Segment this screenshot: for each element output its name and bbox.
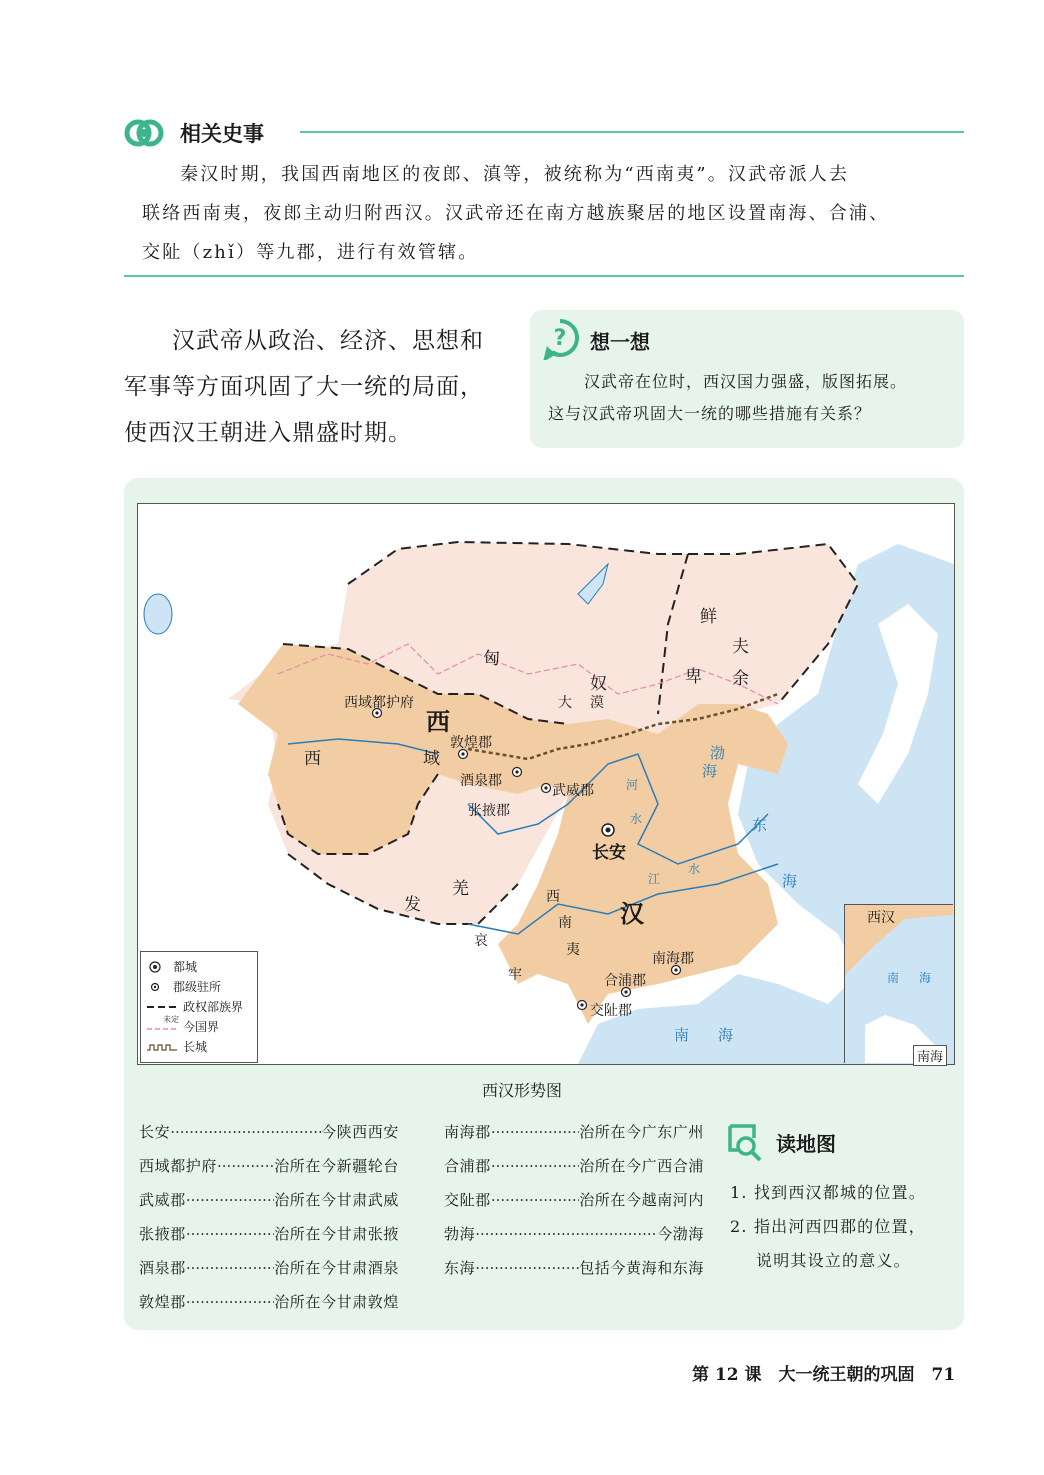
label-damo-2: 漠 bbox=[590, 695, 604, 711]
related-history-title: 相关史事 bbox=[180, 122, 264, 146]
glossary-row: 合浦郡 ····· 治所在今广西合浦 bbox=[444, 1149, 704, 1183]
related-history-body bbox=[142, 155, 964, 272]
label-jiang-1: 江 bbox=[648, 872, 661, 886]
label-xinan-3: 夷 bbox=[566, 942, 580, 958]
magnifier-icon bbox=[724, 1120, 764, 1164]
legend-great-wall: 长城 bbox=[147, 1038, 207, 1055]
label-fa: 发 bbox=[404, 895, 421, 915]
glossary-row: 武威郡 ····· 治所在今甘肃武威 bbox=[139, 1183, 399, 1217]
label-xiyu-duhufu: 西域都护府 bbox=[344, 695, 414, 711]
glossary-row: 东海 ····· 包括今黄海和东海 bbox=[444, 1251, 704, 1285]
main-line-1: 汉武帝从政治、经济、思想和 bbox=[172, 328, 484, 354]
label-he-1: 河 bbox=[626, 778, 639, 792]
legend-commandery: 郡级驻所 bbox=[147, 978, 221, 995]
label-nanhai-jun: 南海郡 bbox=[652, 951, 694, 967]
label-donghai-2: 海 bbox=[782, 872, 798, 890]
label-zhangye: 张掖郡 bbox=[468, 803, 510, 819]
wuwei-marker bbox=[540, 782, 552, 794]
label-nanhai-2: 海 bbox=[718, 1026, 734, 1044]
glossary-left bbox=[139, 1115, 399, 1319]
japan-land bbox=[858, 604, 938, 804]
read-map-item-2-cont: 说明其设立的意义。 bbox=[756, 1251, 911, 1270]
label-damo-1: 大 bbox=[558, 695, 572, 711]
label-xiongnu-2: 奴 bbox=[590, 674, 607, 694]
label-xianbei-2: 卑 bbox=[685, 667, 702, 687]
question-icon bbox=[540, 318, 580, 360]
label-jiang-2: 水 bbox=[688, 862, 701, 876]
label-wuwei: 武威郡 bbox=[552, 783, 594, 799]
think-body bbox=[548, 366, 956, 430]
related-line-3: 交阯（zhǐ）等九郡，进行有效管辖。 bbox=[142, 242, 479, 263]
glossary-row: 西域都护府 ····· 治所在今新疆轮台 bbox=[139, 1149, 399, 1183]
label-hepu: 合浦郡 bbox=[604, 973, 646, 989]
label-xinan-1: 西 bbox=[546, 889, 560, 905]
section-divider-bottom bbox=[124, 275, 964, 277]
read-map-title: 读地图 bbox=[776, 1132, 836, 1156]
label-he-2: 水 bbox=[630, 812, 643, 826]
map-caption: 西汉形势图 bbox=[481, 1081, 562, 1100]
label-ailao-2: 牢 bbox=[508, 967, 522, 983]
think-title: 想一想 bbox=[590, 330, 650, 354]
label-xiongnu-1: 匈 bbox=[483, 649, 500, 669]
label-han: 汉 bbox=[620, 900, 644, 928]
glossary-row: 交阯郡 ····· 治所在今越南河内 bbox=[444, 1183, 704, 1217]
read-map-list bbox=[730, 1176, 960, 1278]
main-line-3: 使西汉王朝进入鼎盛时期。 bbox=[124, 420, 412, 446]
label-xianbei-1: 鲜 bbox=[700, 607, 717, 627]
glossary-row: 勃海 ····· 今渤海 bbox=[444, 1217, 704, 1251]
label-jiaozhi: 交阯郡 bbox=[590, 1003, 632, 1019]
svg-text:?: ? bbox=[553, 326, 567, 351]
glossary-row: 酒泉郡 ····· 治所在今甘肃酒泉 bbox=[139, 1251, 399, 1285]
south-china-sea-inset bbox=[844, 904, 953, 1063]
label-bohai-2: 海 bbox=[702, 762, 718, 780]
related-line-1: 秦汉时期，我国西南地区的夜郎、滇等，被统称为“西南夷”。汉武帝派人去 bbox=[180, 164, 850, 185]
aral-sea bbox=[144, 594, 172, 634]
glossary-row: 南海郡 ····· 治所在今广东广州 bbox=[444, 1115, 704, 1149]
glossary-row: 张掖郡 ····· 治所在今甘肃张掖 bbox=[139, 1217, 399, 1251]
read-map-item-2: 2. 指出河西四郡的位置， bbox=[730, 1217, 926, 1236]
related-line-2: 联络西南夷，夜郎主动归附西汉。汉武帝还在南方越族聚居的地区设置南海、合浦、 bbox=[142, 203, 890, 224]
glossary-row: 敦煌郡 ····· 治所在今甘肃敦煌 bbox=[139, 1285, 399, 1319]
label-changan: 长安 bbox=[592, 843, 626, 863]
label-xi-big: 西 bbox=[426, 708, 450, 736]
label-nanhai-1: 南 bbox=[674, 1026, 690, 1044]
label-donghai-1: 东 bbox=[752, 816, 768, 834]
main-paragraph bbox=[124, 318, 504, 456]
capital-marker bbox=[600, 822, 616, 838]
legend-capital: 都城 bbox=[147, 958, 197, 975]
label-ailao-1: 哀 bbox=[474, 933, 488, 949]
think-line-1: 汉武帝在位时，西汉国力强盛，版图拓展。 bbox=[584, 372, 908, 391]
label-fuyu-2: 余 bbox=[732, 669, 749, 689]
jiaozhi-marker bbox=[576, 999, 588, 1011]
label-dunhuang: 敦煌郡 bbox=[450, 735, 492, 751]
page-footer: 第 12 课 大一统王朝的巩固 71 bbox=[692, 1365, 956, 1385]
label-jiuquan: 酒泉郡 bbox=[460, 773, 502, 789]
label-xiyu-1: 西 bbox=[304, 749, 321, 769]
main-line-2: 军事等方面巩固了大一统的局面， bbox=[124, 374, 484, 400]
section-divider-top bbox=[300, 131, 964, 133]
western-han-map bbox=[137, 503, 955, 1065]
label-yu-big: 域 bbox=[423, 749, 440, 769]
inset-corner: 南海 bbox=[913, 1045, 947, 1066]
label-qiang: 羌 bbox=[452, 879, 469, 899]
glossary-right bbox=[444, 1115, 704, 1285]
related-history-icon bbox=[124, 113, 164, 153]
inset-hai: 海 bbox=[919, 971, 932, 985]
think-line-2: 这与汉武帝巩固大一统的哪些措施有关系？ bbox=[548, 404, 872, 423]
read-map-item-1: 1. 找到西汉都城的位置。 bbox=[730, 1183, 926, 1202]
map-legend bbox=[140, 951, 258, 1063]
glossary-row: 长安 ····· 今陕西西安 bbox=[139, 1115, 399, 1149]
inset-nan: 南 bbox=[887, 971, 900, 985]
jiuquan-marker bbox=[511, 766, 523, 778]
label-bohai-1: 渤 bbox=[710, 744, 726, 762]
label-fuyu-1: 夫 bbox=[732, 637, 749, 657]
legend-modern-border: 未定 今国界 bbox=[163, 1015, 220, 1034]
label-xinan-2: 南 bbox=[558, 915, 572, 931]
legend-boundary: 政权部族界 bbox=[183, 1000, 244, 1014]
inset-title: 西汉 bbox=[867, 910, 895, 926]
